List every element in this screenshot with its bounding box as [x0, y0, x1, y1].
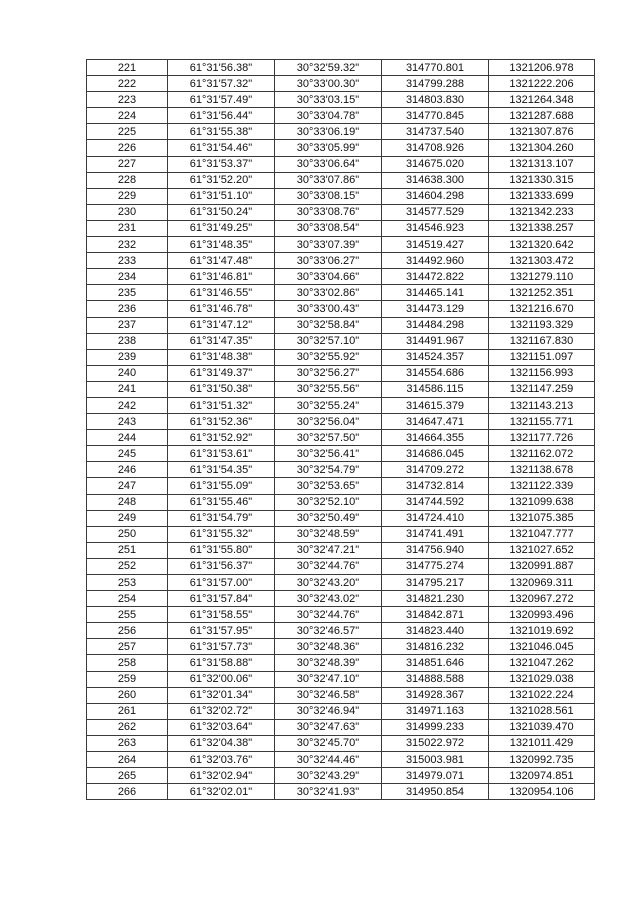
point-number-cell: 230 — [87, 204, 168, 220]
point-number-cell: 226 — [87, 140, 168, 156]
table-row — [87, 237, 595, 253]
table-row — [87, 430, 595, 446]
longitude-cell: 30°32'46.57" — [275, 623, 382, 639]
point-number-cell: 222 — [87, 76, 168, 92]
x-coordinate-cell: 314577.529 — [382, 204, 489, 220]
y-coordinate-cell: 1321047.262 — [489, 655, 595, 671]
longitude-cell: 30°33'06.19" — [275, 124, 382, 140]
point-number-cell: 224 — [87, 108, 168, 124]
point-number-cell: 228 — [87, 172, 168, 188]
y-coordinate-cell: 1320992.735 — [489, 752, 595, 768]
point-number-cell: 229 — [87, 188, 168, 204]
longitude-cell: 30°32'41.93" — [275, 784, 382, 800]
table-row — [87, 671, 595, 687]
latitude-cell: 61°31'58.88" — [168, 655, 275, 671]
point-number-cell: 264 — [87, 752, 168, 768]
table-row — [87, 542, 595, 558]
point-number-cell: 233 — [87, 253, 168, 269]
table-row — [87, 365, 595, 381]
table-row — [87, 639, 595, 655]
latitude-cell: 61°32'04.38" — [168, 735, 275, 751]
x-coordinate-cell: 314744.592 — [382, 494, 489, 510]
longitude-cell: 30°32'55.92" — [275, 349, 382, 365]
latitude-cell: 61°31'50.38" — [168, 381, 275, 397]
longitude-cell: 30°32'53.65" — [275, 478, 382, 494]
point-number-cell: 262 — [87, 719, 168, 735]
longitude-cell: 30°33'06.27" — [275, 253, 382, 269]
y-coordinate-cell: 1321029.038 — [489, 671, 595, 687]
x-coordinate-cell: 314950.854 — [382, 784, 489, 800]
latitude-cell: 61°32'02.01" — [168, 784, 275, 800]
point-number-cell: 245 — [87, 446, 168, 462]
table-row — [87, 719, 595, 735]
latitude-cell: 61°31'46.78" — [168, 301, 275, 317]
point-number-cell: 263 — [87, 735, 168, 751]
table-row — [87, 204, 595, 220]
x-coordinate-cell: 314823.440 — [382, 623, 489, 639]
point-number-cell: 235 — [87, 285, 168, 301]
point-number-cell: 248 — [87, 494, 168, 510]
y-coordinate-cell: 1321313.107 — [489, 156, 595, 172]
table-row — [87, 108, 595, 124]
longitude-cell: 30°32'52.10" — [275, 494, 382, 510]
table-row — [87, 784, 595, 800]
point-number-cell: 238 — [87, 333, 168, 349]
table-row — [87, 510, 595, 526]
table-row — [87, 269, 595, 285]
point-number-cell: 242 — [87, 397, 168, 413]
table-row — [87, 172, 595, 188]
table-row — [87, 703, 595, 719]
latitude-cell: 61°31'49.25" — [168, 220, 275, 236]
table-row — [87, 92, 595, 108]
latitude-cell: 61°31'57.49" — [168, 92, 275, 108]
y-coordinate-cell: 1320954.106 — [489, 784, 595, 800]
longitude-cell: 30°33'07.86" — [275, 172, 382, 188]
point-number-cell: 255 — [87, 607, 168, 623]
table-row — [87, 446, 595, 462]
table-row — [87, 285, 595, 301]
y-coordinate-cell: 1321122.339 — [489, 478, 595, 494]
point-number-cell: 265 — [87, 768, 168, 784]
y-coordinate-cell: 1321151.097 — [489, 349, 595, 365]
point-number-cell: 261 — [87, 703, 168, 719]
x-coordinate-cell: 314799.288 — [382, 76, 489, 92]
y-coordinate-cell: 1321330.315 — [489, 172, 595, 188]
table-row — [87, 60, 595, 76]
y-coordinate-cell: 1321143.213 — [489, 397, 595, 413]
y-coordinate-cell: 1320991.887 — [489, 558, 595, 574]
y-coordinate-cell: 1321264.348 — [489, 92, 595, 108]
table-row — [87, 140, 595, 156]
x-coordinate-cell: 314638.300 — [382, 172, 489, 188]
y-coordinate-cell: 1321075.385 — [489, 510, 595, 526]
y-coordinate-cell: 1321206.978 — [489, 60, 595, 76]
longitude-cell: 30°33'04.66" — [275, 269, 382, 285]
x-coordinate-cell: 314472.822 — [382, 269, 489, 285]
latitude-cell: 61°32'00.06" — [168, 671, 275, 687]
longitude-cell: 30°33'00.30" — [275, 76, 382, 92]
point-number-cell: 252 — [87, 558, 168, 574]
y-coordinate-cell: 1321039.470 — [489, 719, 595, 735]
y-coordinate-cell: 1321307.876 — [489, 124, 595, 140]
longitude-cell: 30°32'46.94" — [275, 703, 382, 719]
y-coordinate-cell: 1321303.472 — [489, 253, 595, 269]
point-number-cell: 232 — [87, 237, 168, 253]
coordinates-table — [86, 59, 595, 800]
table-row — [87, 188, 595, 204]
longitude-cell: 30°32'58.84" — [275, 317, 382, 333]
point-number-cell: 231 — [87, 220, 168, 236]
point-number-cell: 236 — [87, 301, 168, 317]
longitude-cell: 30°33'03.15" — [275, 92, 382, 108]
y-coordinate-cell: 1321333.699 — [489, 188, 595, 204]
latitude-cell: 61°31'48.35" — [168, 237, 275, 253]
longitude-cell: 30°32'50.49" — [275, 510, 382, 526]
latitude-cell: 61°31'56.37" — [168, 558, 275, 574]
x-coordinate-cell: 314741.491 — [382, 526, 489, 542]
table-row — [87, 623, 595, 639]
latitude-cell: 61°31'57.84" — [168, 591, 275, 607]
x-coordinate-cell: 314770.801 — [382, 60, 489, 76]
table-row — [87, 687, 595, 703]
x-coordinate-cell: 314615.379 — [382, 397, 489, 413]
point-number-cell: 237 — [87, 317, 168, 333]
x-coordinate-cell: 314803.830 — [382, 92, 489, 108]
table-row — [87, 349, 595, 365]
point-number-cell: 243 — [87, 414, 168, 430]
table-row — [87, 381, 595, 397]
x-coordinate-cell: 314737.540 — [382, 124, 489, 140]
x-coordinate-cell: 314724.410 — [382, 510, 489, 526]
point-number-cell: 221 — [87, 60, 168, 76]
latitude-cell: 61°31'48.38" — [168, 349, 275, 365]
y-coordinate-cell: 1320993.496 — [489, 607, 595, 623]
coordinates-table-body — [87, 60, 595, 800]
longitude-cell: 30°33'00.43" — [275, 301, 382, 317]
y-coordinate-cell: 1321138.678 — [489, 462, 595, 478]
longitude-cell: 30°32'54.79" — [275, 462, 382, 478]
y-coordinate-cell: 1321279.110 — [489, 269, 595, 285]
table-row — [87, 478, 595, 494]
y-coordinate-cell: 1321252.351 — [489, 285, 595, 301]
point-number-cell: 258 — [87, 655, 168, 671]
x-coordinate-cell: 314484.298 — [382, 317, 489, 333]
longitude-cell: 30°32'43.02" — [275, 591, 382, 607]
point-number-cell: 266 — [87, 784, 168, 800]
latitude-cell: 61°31'47.12" — [168, 317, 275, 333]
table-row — [87, 494, 595, 510]
point-number-cell: 239 — [87, 349, 168, 365]
table-row — [87, 156, 595, 172]
longitude-cell: 30°32'47.21" — [275, 542, 382, 558]
longitude-cell: 30°32'47.10" — [275, 671, 382, 687]
x-coordinate-cell: 314795.217 — [382, 575, 489, 591]
longitude-cell: 30°32'45.70" — [275, 735, 382, 751]
longitude-cell: 30°32'57.10" — [275, 333, 382, 349]
y-coordinate-cell: 1321022.224 — [489, 687, 595, 703]
longitude-cell: 30°32'55.56" — [275, 381, 382, 397]
longitude-cell: 30°32'47.63" — [275, 719, 382, 735]
x-coordinate-cell: 314546.923 — [382, 220, 489, 236]
y-coordinate-cell: 1321162.072 — [489, 446, 595, 462]
x-coordinate-cell: 314554.686 — [382, 365, 489, 381]
latitude-cell: 61°32'03.64" — [168, 719, 275, 735]
latitude-cell: 61°31'55.80" — [168, 542, 275, 558]
table-row — [87, 253, 595, 269]
x-coordinate-cell: 314708.926 — [382, 140, 489, 156]
point-number-cell: 240 — [87, 365, 168, 381]
table-row — [87, 607, 595, 623]
latitude-cell: 61°31'55.38" — [168, 124, 275, 140]
latitude-cell: 61°31'53.37" — [168, 156, 275, 172]
point-number-cell: 251 — [87, 542, 168, 558]
longitude-cell: 30°33'06.64" — [275, 156, 382, 172]
point-number-cell: 259 — [87, 671, 168, 687]
longitude-cell: 30°32'56.04" — [275, 414, 382, 430]
x-coordinate-cell: 314647.471 — [382, 414, 489, 430]
latitude-cell: 61°31'53.61" — [168, 446, 275, 462]
longitude-cell: 30°33'05.99" — [275, 140, 382, 156]
latitude-cell: 61°31'55.09" — [168, 478, 275, 494]
x-coordinate-cell: 314756.940 — [382, 542, 489, 558]
y-coordinate-cell: 1321193.329 — [489, 317, 595, 333]
x-coordinate-cell: 314473.129 — [382, 301, 489, 317]
y-coordinate-cell: 1321287.688 — [489, 108, 595, 124]
x-coordinate-cell: 314971.163 — [382, 703, 489, 719]
y-coordinate-cell: 1320969.311 — [489, 575, 595, 591]
y-coordinate-cell: 1321099.638 — [489, 494, 595, 510]
y-coordinate-cell: 1321216.670 — [489, 301, 595, 317]
latitude-cell: 61°31'52.20" — [168, 172, 275, 188]
latitude-cell: 61°31'52.36" — [168, 414, 275, 430]
x-coordinate-cell: 314675.020 — [382, 156, 489, 172]
point-number-cell: 241 — [87, 381, 168, 397]
point-number-cell: 256 — [87, 623, 168, 639]
table-row — [87, 526, 595, 542]
latitude-cell: 61°32'01.34" — [168, 687, 275, 703]
latitude-cell: 61°31'56.38" — [168, 60, 275, 76]
x-coordinate-cell: 314519.427 — [382, 237, 489, 253]
latitude-cell: 61°32'03.76" — [168, 752, 275, 768]
longitude-cell: 30°32'59.32" — [275, 60, 382, 76]
point-number-cell: 244 — [87, 430, 168, 446]
latitude-cell: 61°31'55.46" — [168, 494, 275, 510]
table-row — [87, 301, 595, 317]
y-coordinate-cell: 1321156.993 — [489, 365, 595, 381]
x-coordinate-cell: 314775.274 — [382, 558, 489, 574]
longitude-cell: 30°33'07.39" — [275, 237, 382, 253]
latitude-cell: 61°31'54.35" — [168, 462, 275, 478]
latitude-cell: 61°31'57.32" — [168, 76, 275, 92]
latitude-cell: 61°31'51.10" — [168, 188, 275, 204]
table-row — [87, 575, 595, 591]
x-coordinate-cell: 314686.045 — [382, 446, 489, 462]
x-coordinate-cell: 315022.972 — [382, 735, 489, 751]
longitude-cell: 30°33'08.54" — [275, 220, 382, 236]
table-row — [87, 317, 595, 333]
latitude-cell: 61°31'52.92" — [168, 430, 275, 446]
longitude-cell: 30°32'43.29" — [275, 768, 382, 784]
x-coordinate-cell: 314586.115 — [382, 381, 489, 397]
table-row — [87, 655, 595, 671]
x-coordinate-cell: 314709.272 — [382, 462, 489, 478]
x-coordinate-cell: 314999.233 — [382, 719, 489, 735]
x-coordinate-cell: 314842.871 — [382, 607, 489, 623]
table-row — [87, 768, 595, 784]
y-coordinate-cell: 1321028.561 — [489, 703, 595, 719]
point-number-cell: 260 — [87, 687, 168, 703]
longitude-cell: 30°33'08.15" — [275, 188, 382, 204]
y-coordinate-cell: 1321342.233 — [489, 204, 595, 220]
point-number-cell: 249 — [87, 510, 168, 526]
x-coordinate-cell: 314491.967 — [382, 333, 489, 349]
latitude-cell: 61°31'56.44" — [168, 108, 275, 124]
point-number-cell: 253 — [87, 575, 168, 591]
latitude-cell: 61°31'47.35" — [168, 333, 275, 349]
x-coordinate-cell: 314888.588 — [382, 671, 489, 687]
latitude-cell: 61°31'55.32" — [168, 526, 275, 542]
x-coordinate-cell: 314816.232 — [382, 639, 489, 655]
latitude-cell: 61°31'46.55" — [168, 285, 275, 301]
longitude-cell: 30°32'48.39" — [275, 655, 382, 671]
y-coordinate-cell: 1321147.259 — [489, 381, 595, 397]
x-coordinate-cell: 314664.355 — [382, 430, 489, 446]
latitude-cell: 61°31'58.55" — [168, 607, 275, 623]
y-coordinate-cell: 1321320.642 — [489, 237, 595, 253]
y-coordinate-cell: 1320974.851 — [489, 768, 595, 784]
table-row — [87, 333, 595, 349]
latitude-cell: 61°32'02.94" — [168, 768, 275, 784]
table-row — [87, 414, 595, 430]
latitude-cell: 61°31'50.24" — [168, 204, 275, 220]
latitude-cell: 61°31'47.48" — [168, 253, 275, 269]
point-number-cell: 227 — [87, 156, 168, 172]
point-number-cell: 234 — [87, 269, 168, 285]
point-number-cell: 247 — [87, 478, 168, 494]
x-coordinate-cell: 314604.298 — [382, 188, 489, 204]
latitude-cell: 61°31'54.46" — [168, 140, 275, 156]
x-coordinate-cell: 314851.646 — [382, 655, 489, 671]
longitude-cell: 30°33'08.76" — [275, 204, 382, 220]
point-number-cell: 254 — [87, 591, 168, 607]
longitude-cell: 30°32'48.36" — [275, 639, 382, 655]
latitude-cell: 61°31'57.00" — [168, 575, 275, 591]
x-coordinate-cell: 314979.071 — [382, 768, 489, 784]
longitude-cell: 30°32'43.20" — [275, 575, 382, 591]
x-coordinate-cell: 314821.230 — [382, 591, 489, 607]
longitude-cell: 30°32'44.76" — [275, 558, 382, 574]
latitude-cell: 61°31'46.81" — [168, 269, 275, 285]
table-row — [87, 558, 595, 574]
table-row — [87, 397, 595, 413]
y-coordinate-cell: 1320967.272 — [489, 591, 595, 607]
x-coordinate-cell: 314492.960 — [382, 253, 489, 269]
y-coordinate-cell: 1321027.652 — [489, 542, 595, 558]
x-coordinate-cell: 314524.357 — [382, 349, 489, 365]
point-number-cell: 250 — [87, 526, 168, 542]
y-coordinate-cell: 1321338.257 — [489, 220, 595, 236]
point-number-cell: 257 — [87, 639, 168, 655]
longitude-cell: 30°32'44.76" — [275, 607, 382, 623]
longitude-cell: 30°33'02.86" — [275, 285, 382, 301]
y-coordinate-cell: 1321019.692 — [489, 623, 595, 639]
y-coordinate-cell: 1321167.830 — [489, 333, 595, 349]
latitude-cell: 61°31'57.73" — [168, 639, 275, 655]
longitude-cell: 30°32'44.46" — [275, 752, 382, 768]
x-coordinate-cell: 314928.367 — [382, 687, 489, 703]
x-coordinate-cell: 314770.845 — [382, 108, 489, 124]
y-coordinate-cell: 1321222.206 — [489, 76, 595, 92]
longitude-cell: 30°32'57.50" — [275, 430, 382, 446]
longitude-cell: 30°32'56.41" — [275, 446, 382, 462]
table-row — [87, 462, 595, 478]
x-coordinate-cell: 314465.141 — [382, 285, 489, 301]
table-row — [87, 735, 595, 751]
table-row — [87, 591, 595, 607]
y-coordinate-cell: 1321177.726 — [489, 430, 595, 446]
point-number-cell: 225 — [87, 124, 168, 140]
table-row — [87, 124, 595, 140]
y-coordinate-cell: 1321046.045 — [489, 639, 595, 655]
latitude-cell: 61°31'49.37" — [168, 365, 275, 381]
latitude-cell: 61°32'02.72" — [168, 703, 275, 719]
y-coordinate-cell: 1321155.771 — [489, 414, 595, 430]
longitude-cell: 30°32'48.59" — [275, 526, 382, 542]
latitude-cell: 61°31'57.95" — [168, 623, 275, 639]
latitude-cell: 61°31'51.32" — [168, 397, 275, 413]
y-coordinate-cell: 1321304.260 — [489, 140, 595, 156]
latitude-cell: 61°31'54.79" — [168, 510, 275, 526]
point-number-cell: 246 — [87, 462, 168, 478]
point-number-cell: 223 — [87, 92, 168, 108]
y-coordinate-cell: 1321047.777 — [489, 526, 595, 542]
longitude-cell: 30°32'55.24" — [275, 397, 382, 413]
table-row — [87, 76, 595, 92]
x-coordinate-cell: 314732.814 — [382, 478, 489, 494]
x-coordinate-cell: 315003.981 — [382, 752, 489, 768]
table-row — [87, 220, 595, 236]
table-row — [87, 752, 595, 768]
y-coordinate-cell: 1321011.429 — [489, 735, 595, 751]
longitude-cell: 30°32'56.27" — [275, 365, 382, 381]
longitude-cell: 30°33'04.78" — [275, 108, 382, 124]
longitude-cell: 30°32'46.58" — [275, 687, 382, 703]
